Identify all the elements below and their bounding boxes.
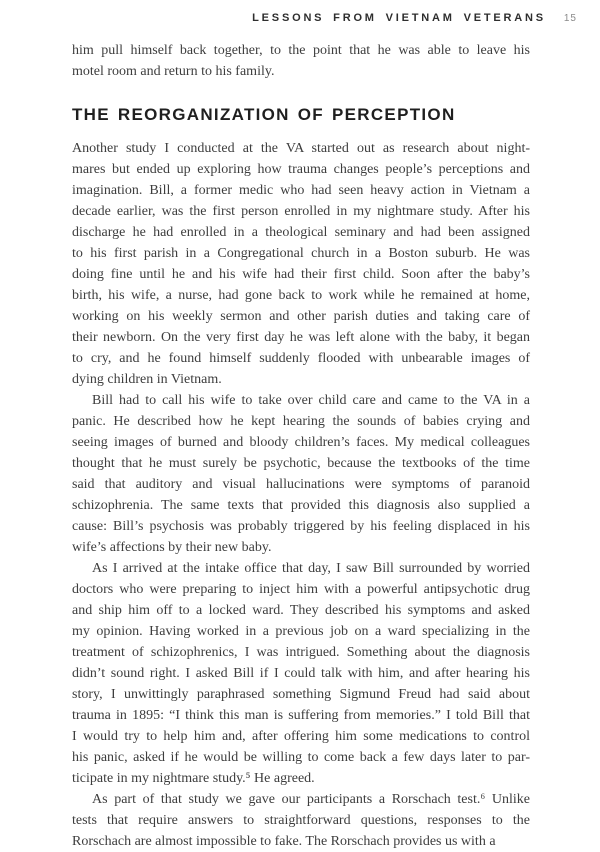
section-heading: THE REORGANIZATION OF PERCEPTION — [72, 105, 456, 124]
running-head: LESSONS FROM VIETNAM VETERANS — [252, 12, 546, 24]
text-line: working on his weekly sermon and other parish duties and taking care of — [72, 309, 530, 324]
text-line: dying children in Vietnam. — [72, 372, 222, 387]
text-line: seeing images of burned and bloody children’s faces. My medical colleagues — [72, 435, 530, 450]
text-line: motel room and return to his family. — [72, 64, 275, 79]
text-line: Bill had to call his wife to take over child care and came to the VA in a — [92, 393, 530, 408]
text-line: my opinion. Having worked in a previous job on a ward specializing in the — [72, 624, 530, 639]
text-line: to his first parish in a Congregational church in a Boston suburb. He was — [72, 246, 530, 261]
text-line: Rorschach are almost impossible to fake. The Rorschach provides us with a — [72, 834, 496, 849]
continued-paragraphs — [72, 40, 530, 82]
paragraph — [72, 138, 530, 390]
paragraph — [72, 558, 530, 789]
text-line: doctors who were preparing to inject him with a powerful antipsychotic drug — [72, 582, 530, 597]
text-line: schizophrenia. The same texts that provided this diagnosis also supplied a — [72, 498, 530, 513]
text-line: story, I unwittingly paraphrased something Sigmund Freud had said about — [72, 687, 530, 702]
text-line: tests that require answers to straightforward questions, responses to the — [72, 813, 530, 828]
text-line: panic. He described how he kept hearing the sounds of babies crying and — [72, 414, 530, 429]
text-line: I would try to help him and, after offering him some medications to control — [72, 729, 530, 744]
text-line: thought that he must surely be psychotic, because the textbooks of the time — [72, 456, 530, 471]
text-line: wife’s affections by their new baby. — [72, 540, 272, 555]
text-line: trauma in 1895: “I think this man is suffering from memories.” I told Bill that — [72, 708, 530, 723]
text-line: imagination. Bill, a former medic who had seen heavy action in Vietnam a — [72, 183, 530, 198]
text-line: birth, his wife, a nurse, had gone back to work while he remained at home, — [72, 288, 530, 303]
text-line: said that auditory and visual hallucinations were symptoms of paranoid — [72, 477, 530, 492]
text-line: decade earlier, was the first person enrolled in my nightmare study. After his — [72, 204, 530, 219]
text-line: doing fine until he and his wife had their first child. Soon after the baby’s — [72, 267, 530, 282]
text-line: and ship him off to a locked ward. They described his symptoms and asked — [72, 603, 530, 618]
section-paragraphs — [72, 138, 530, 852]
text-line: their newborn. On the very first day he was left alone with the baby, it began — [72, 330, 530, 345]
paragraph — [72, 390, 530, 558]
page-number: 15 — [563, 13, 577, 24]
text-line: Another study I conducted at the VA started out as research about night- — [72, 141, 530, 156]
text-line: As part of that study we gave our participants a Rorschach test.⁶ Unlike — [92, 792, 530, 807]
text-line: treatment of schizophrenics, I was intrigued. Something about the diagnosis — [72, 645, 530, 660]
text-line: didn’t sound right. I asked Bill if I could talk with him, and after hearing his — [72, 666, 530, 681]
paragraph — [72, 789, 530, 852]
text-line: him pull himself back together, to the point that he was able to leave his — [72, 43, 530, 58]
text-line: ticipate in my nightmare study.⁵ He agreed. — [72, 771, 315, 786]
paragraph — [72, 40, 530, 82]
page-header — [0, 0, 600, 24]
text-line: to cry, and he found himself suddenly flooded with unbearable images of — [72, 351, 530, 366]
page-body — [0, 40, 600, 852]
text-line: mares but ended up exploring how trauma changes people’s perceptions and — [72, 162, 530, 177]
text-line: cause: Bill’s psychosis was probably triggered by his feeling displaced in his — [72, 519, 530, 534]
text-line: discharge he had enrolled in a theological seminary and had been assigned — [72, 225, 530, 240]
text-line: his panic, asked if he would be willing to come back a few days later to par- — [72, 750, 530, 765]
text-line: As I arrived at the intake office that day, I saw Bill surrounded by worried — [92, 561, 530, 576]
